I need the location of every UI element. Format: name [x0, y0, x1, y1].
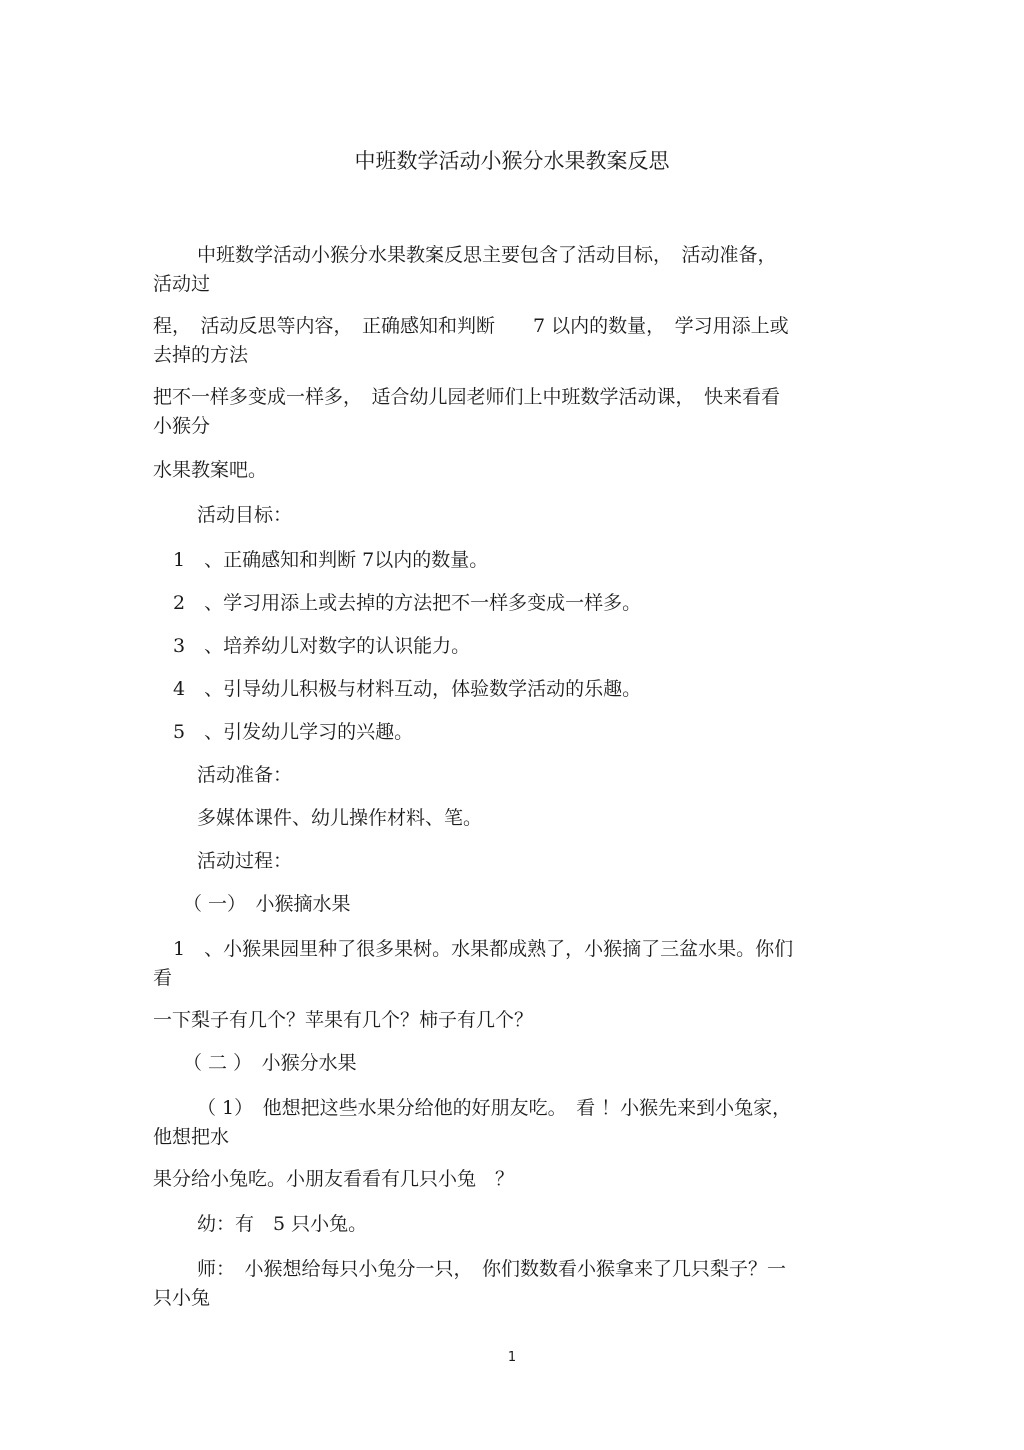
- intro-line: 小猴分: [153, 415, 211, 437]
- intro-line: 程， 活动反思等内容， 正确感知和判断 7 以内的数量， 学习用添上或: [153, 315, 789, 337]
- prep-text: 多媒体课件、幼儿操作材料、笔。: [197, 807, 483, 829]
- page-number: 1: [507, 1350, 517, 1365]
- section-text: （ 1） 他想把这些水果分给他的好朋友吃。 看 ！小猴先来到小兔家，: [197, 1097, 792, 1119]
- section-text: 师： 小猴想给每只小兔分一只， 你们数数看小猴拿来了几只梨子？一: [197, 1258, 787, 1280]
- section-text: 幼：有 5 只小兔。: [197, 1213, 368, 1235]
- section-heading: （ 二 ） 小猴分水果: [183, 1052, 357, 1074]
- page-title: 中班数学活动小猴分水果教案反思: [354, 149, 670, 173]
- document-body: [153, 240, 873, 1312]
- section-text: 1 、小猴果园里种了很多果树。水果都成熟了，小猴摘了三盆水果。你们: [173, 938, 794, 960]
- section-text: 一下梨子有几个？苹果有几个？柿子有几个？: [153, 1009, 534, 1031]
- goal-item: 1 、正确感知和判断 7以内的数量。: [173, 549, 489, 571]
- section-heading: （ 一） 小猴摘水果: [183, 893, 351, 915]
- section-text: 他想把水: [153, 1126, 230, 1148]
- goal-item: 5 、引发幼儿学习的兴趣。: [173, 721, 414, 743]
- goal-item: 4 、引导幼儿积极与材料互动，体验数学活动的乐趣。: [173, 678, 642, 700]
- goal-item: 3 、培养幼儿对数字的认识能力。: [173, 635, 471, 657]
- intro-line: 把不一样多变成一样多， 适合幼儿园老师们上中班数学活动课， 快来看看: [153, 386, 781, 408]
- section-text: 看: [153, 967, 173, 989]
- section-text: 果分给小兔吃。小朋友看看有几只小兔 ？: [153, 1168, 515, 1190]
- intro-line: 活动过: [153, 273, 211, 295]
- section-text: 只小兔: [153, 1287, 211, 1309]
- process-heading: 活动过程：: [197, 850, 293, 872]
- intro-line: 中班数学活动小猴分水果教案反思主要包含了活动目标， 活动准备，: [197, 244, 777, 266]
- goal-item: 2 、学习用添上或去掉的方法把不一样多变成一样多。: [173, 592, 642, 614]
- goals-heading: 活动目标：: [197, 504, 293, 526]
- intro-line: 水果教案吧。: [153, 459, 268, 481]
- prep-heading: 活动准备：: [197, 764, 293, 786]
- intro-line: 去掉的方法: [153, 344, 249, 366]
